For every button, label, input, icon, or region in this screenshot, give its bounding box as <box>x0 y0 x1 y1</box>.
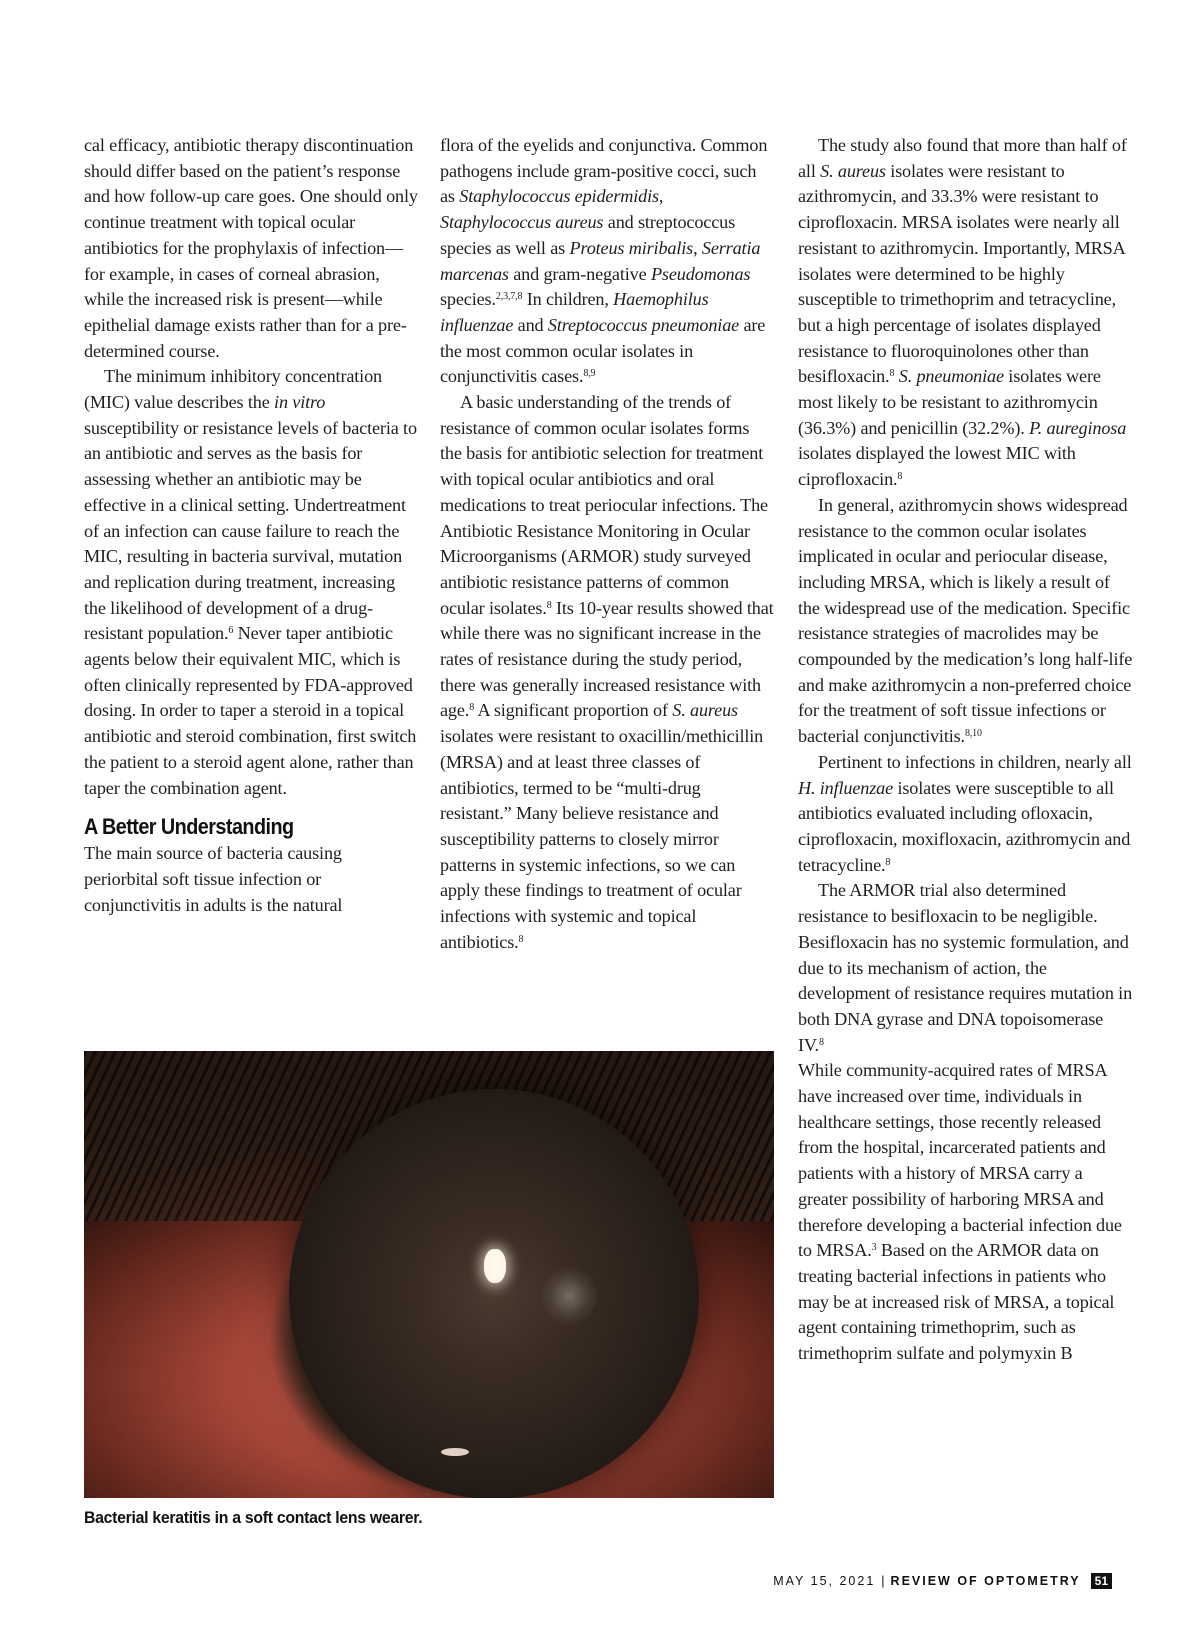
paragraph: A basic understanding of the trends of resistance of common ocular isolates forms the basis for antibiotic selection for treatment with topical ocular antibiotics and oral medications to treat periocular infections. The Antibiotic Resistance Monitoring in Ocular Microorganisms (ARMOR) study surveyed antibiotic resistance patterns of common ocular isolates.$^8$ Its 10-year results showed that while there was no significant increase in the rates of resistance during the study period, there was generally increased resistance with age.$^8$ A significant proportion of S. aureus isolates were resistant to oxacillin/methicillin (MRSA) and at least three classes of antibiotics, termed to be “multi-drug resistant.” Many believe resistance and susceptibility patterns to closely mirror patterns in systemic infections, so we can apply these findings to treatment of ocular infections with systemic and topical antibiotics.$^8$ <box>440 392 774 952</box>
column-3 <box>798 133 1133 1367</box>
figure-caption: Bacterial keratitis in a soft contact lens wearer. <box>84 1508 423 1527</box>
paragraph: cal efficacy, antibiotic therapy discontinuation should differ based on the patient’s response and how follow-up care goes. One should only continue treatment with topical ocular antibiotics for the prophylaxis of infection—for example, in cases of corneal abrasion, while the increased risk is present—while epithelial damage exists rather than for a pre-determined course. <box>84 135 418 361</box>
column-2 <box>440 133 775 956</box>
citation: 6 <box>228 625 234 637</box>
citation: 8 <box>897 471 903 483</box>
citation: 8 <box>889 368 895 380</box>
paragraph: The main source of bacteria causing periorbital soft tissue infection or conjunctivitis in adults is the natural <box>84 843 343 915</box>
paragraph: Pertinent to infections in children, nearly all H. influenzae isolates were susceptible to all antibiotics evaluated including ofloxacin, ciprofloxacin, moxifloxacin, azithromycin and tetracycline.$^8$ <box>798 751 1132 875</box>
eye-photo <box>84 1051 774 1498</box>
page-footer <box>773 1573 1112 1589</box>
footer-separator: | <box>881 1574 885 1588</box>
citation: 8 <box>818 1036 824 1048</box>
citation: 8,10 <box>964 728 982 740</box>
paragraph: flora of the eyelids and conjunctiva. Common pathogens include gram-positive cocci, such as Staphylococcus epidermidis, Staphylococcus aureus and streptococcus species as well as Proteus miribalis, Serratia marcenas and gram-negative Pseudomonas species.$^{2,3,7,8}$ In children, Haemophilus influenzae and Streptococcus pneumoniae are the most common ocular isolates in conjunctivitis cases.$^{8,9}$ <box>440 135 768 387</box>
citation: 8 <box>518 933 524 945</box>
section-heading: A Better Understanding <box>84 814 294 840</box>
citation: 2,3,7,8 <box>495 291 523 303</box>
citation: 3 <box>871 1242 877 1254</box>
page-number: 51 <box>1091 1573 1112 1589</box>
paragraph: While community-acquired rates of MRSA have increased over time, individuals in healthcare settings, those recently released from the hospital, incarcerated patients and patients with a history of MRSA carry a greater possibility of harboring MRSA and therefore developing a bacterial infection due to MRSA.$^3$ Based on the ARMOR data on treating bacterial infections in patients who may be at increased risk of MRSA, a topical agent containing trimethoprim, such as trimethoprim sulfate and polymyxin B <box>798 1060 1122 1364</box>
citation: 8,9 <box>583 368 596 380</box>
corneal-opacity <box>539 1266 599 1326</box>
citation: 8 <box>885 856 891 868</box>
paragraph: The ARMOR trial also determined resistance to besifloxacin to be negligible. Besifloxacin has no systemic formulation, and due to its mechanism of action, the development of resistance requires mutation in both DNA gyrase and DNA topoisomerase IV.$^8$ <box>798 880 1133 1055</box>
citation: 8 <box>469 702 475 714</box>
iris <box>289 1089 699 1498</box>
paragraph: The minimum inhibitory concentration (MIC) value describes the in vitro susceptibility or resistance levels of bacteria to an antibiotic and serves as the basis for assessing whether an antibiotic may be effective in a clinical setting. Undertreatment of an infection can cause failure to reach the MIC, resulting in bacteria survival, mutation and replication during treatment, increasing the likelihood of development of a drug-resistant population.$^6$ Never taper antibiotic agents below their equivalent MIC, which is often clinically represented by FDA-approved dosing. In order to taper a steroid in a topical antibiotic and steroid combination, first switch the patient to a steroid agent alone, rather than taper the combination agent. <box>84 366 417 798</box>
citation: 8 <box>546 599 552 611</box>
column-1 <box>84 133 419 918</box>
magazine-name: REVIEW OF OPTOMETRY <box>890 1574 1081 1588</box>
tear-reflection <box>441 1448 469 1456</box>
issue-date: MAY 15, 2021 <box>773 1574 876 1588</box>
light-reflection <box>484 1249 506 1283</box>
paragraph: In general, azithromycin shows widespread resistance to the common ocular isolates implicated in ocular and periocular disease, including MRSA, which is likely a result of the widespread use of the medication. Specific resistance strategies of macrolides may be compounded by the medication’s long half-life and make azithromycin a non-preferred choice for the treatment of soft tissue infections or bacterial conjunctivitis.$^{8,10}$ <box>798 494 1133 747</box>
paragraph: The study also found that more than half of all S. aureus isolates were resistant to azithromycin, and 33.3% were resistant to ciprofloxacin. MRSA isolates were nearly all resistant to azithromycin. Importantly, MRSA isolates were determined to be highly susceptible to trimethoprim and tetracycline, but a high percentage of isolates displayed resistance to fluoroquinolones other than besifloxacin.$^8$ S. pneumoniae isolates were most likely to be resistant to azithromycin (36.3%) and penicillin (32.2%). P. aureginosa isolates displayed the lowest MIC with ciprofloxacin.$^8$ <box>798 135 1127 490</box>
